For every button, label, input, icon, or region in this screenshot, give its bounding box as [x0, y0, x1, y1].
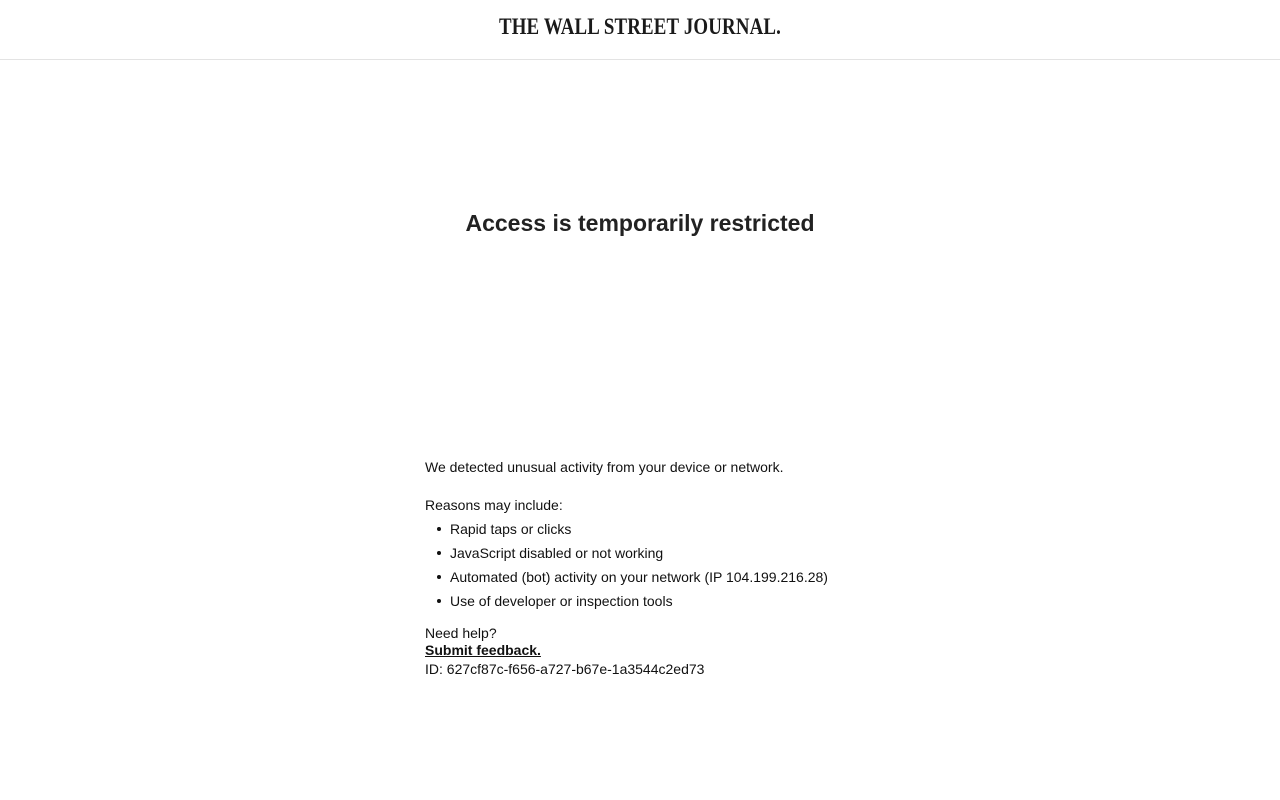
reason-item-developer-tools [450, 589, 985, 613]
unusual-activity-text: We detected unusual activity from your device or network. [425, 459, 784, 475]
bullet-icon [437, 551, 441, 555]
masthead [0, 0, 1280, 60]
wsj-logo[interactable]: THE WALL STREET JOURNAL. [498, 14, 782, 39]
help-section [425, 625, 985, 659]
reason-text: Use of developer or inspection tools [450, 593, 673, 609]
reason-text: JavaScript disabled or not working [450, 545, 664, 561]
restriction-message [425, 457, 985, 679]
reason-item-bot-activity [450, 565, 985, 589]
reason-item-rapid-taps [450, 517, 985, 541]
page-title: Access is temporarily restricted [465, 210, 815, 236]
reason-text: Automated (bot) activity on your network (IP 104.199.216.28) [450, 569, 828, 585]
reasons-list [425, 517, 985, 613]
reason-text: Rapid taps or clicks [450, 521, 572, 537]
bullet-icon [437, 599, 441, 603]
bullet-icon [437, 575, 441, 579]
reasons-label: Reasons may include: [425, 497, 563, 513]
bullet-icon [437, 527, 441, 531]
submit-feedback-link[interactable]: Submit feedback. [425, 642, 541, 658]
need-help-label: Need help? [425, 625, 497, 641]
reason-item-javascript [450, 541, 985, 565]
incident-id: ID: 627cf87c-f656-a727-b67e-1a3544c2ed73 [425, 661, 705, 677]
